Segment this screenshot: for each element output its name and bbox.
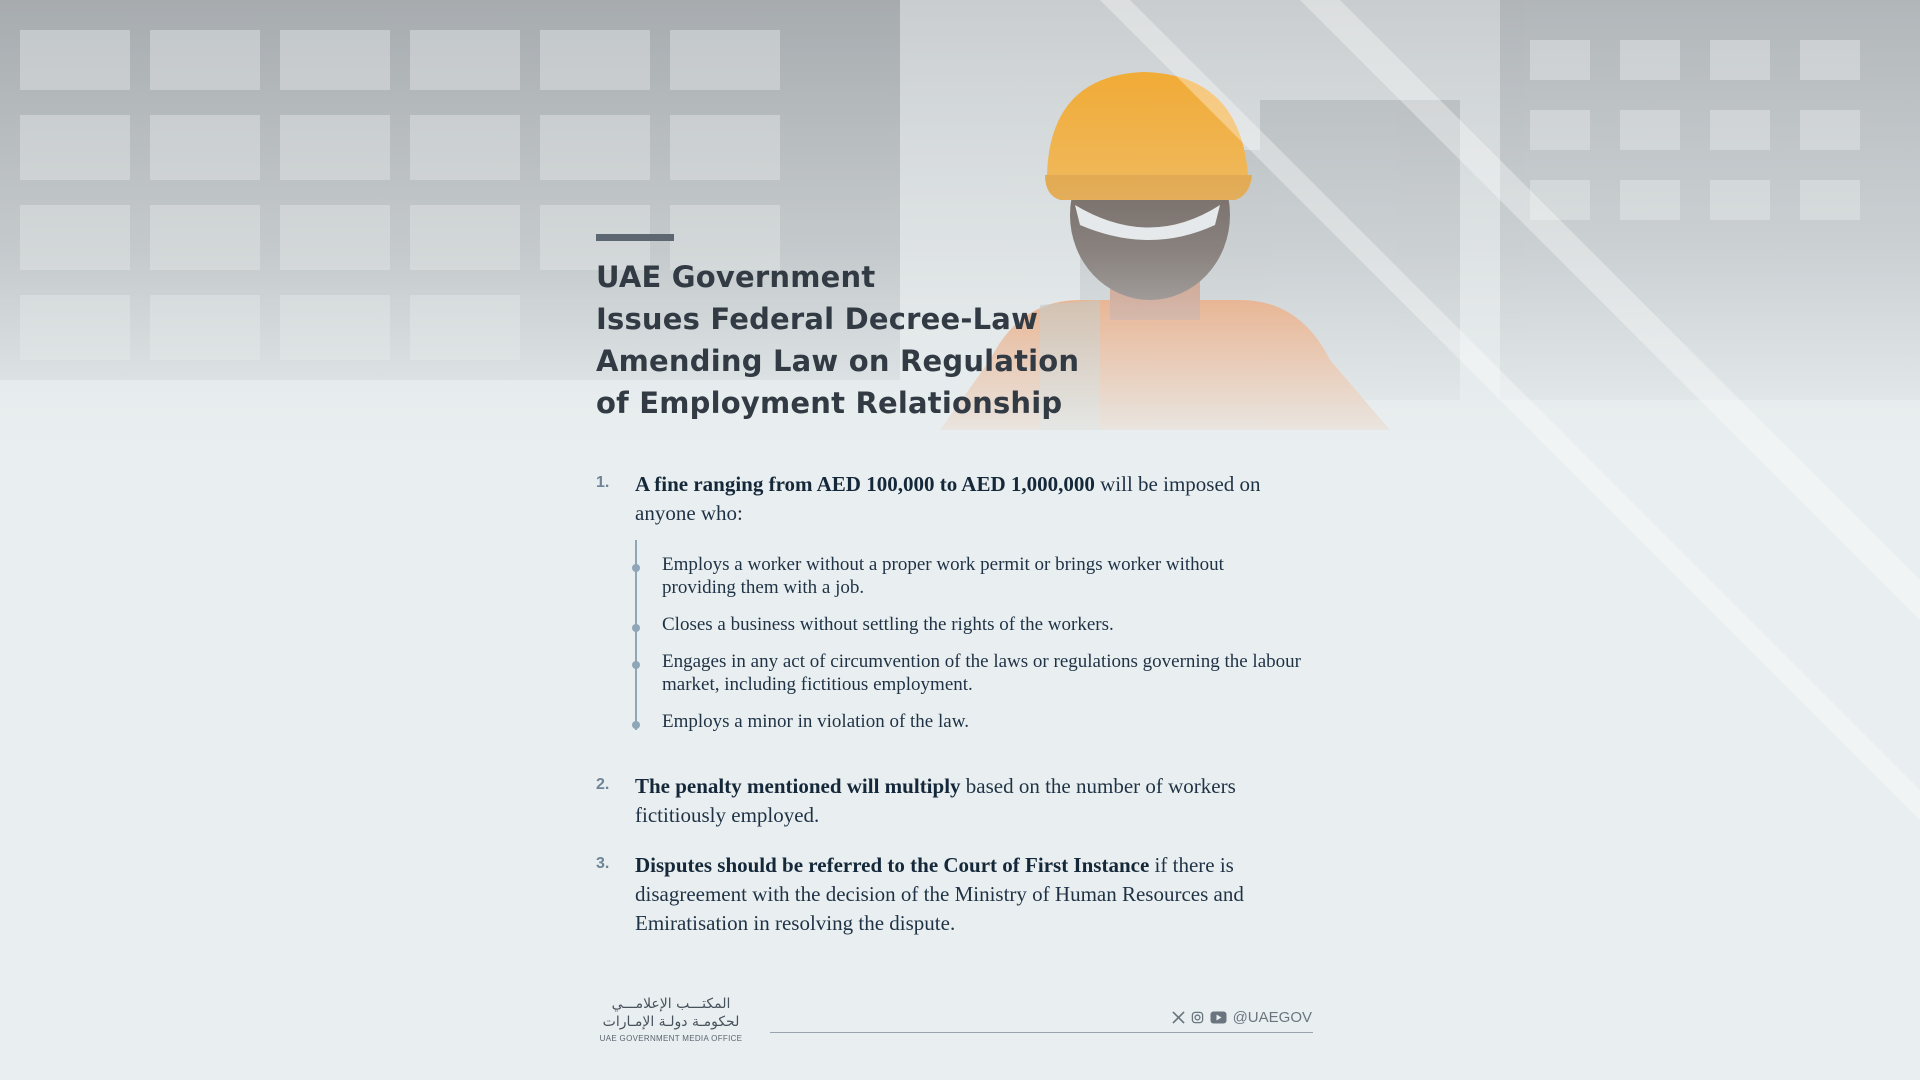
item-text	[635, 470, 1295, 528]
title-line: UAE Government	[596, 260, 876, 294]
sub-item-text: Closes a business without settling the rights of the workers.	[662, 614, 1114, 635]
instagram-icon[interactable]	[1191, 1011, 1204, 1024]
item-rest-text: based on the number of workers fictitiously employed.	[635, 774, 1236, 827]
title-line: Amending Law on Regulation	[596, 344, 1080, 378]
title-line: Issues Federal Decree-Law	[596, 302, 1039, 336]
item-number: 3.	[596, 855, 610, 872]
item-bold-text: Disputes should be referred to the Court of First Instance	[635, 853, 1150, 877]
sub-item-text: Employs a worker without a proper work permit or brings worker without providing them with a job.	[662, 554, 1224, 598]
sub-list-item	[635, 553, 1295, 599]
bullet-icon	[632, 624, 640, 632]
title-accent-bar	[596, 234, 674, 241]
logo-english-text: UAE GOVERNMENT MEDIA OFFICE	[599, 1034, 743, 1043]
bullet-icon	[632, 564, 640, 572]
footer-divider	[770, 1032, 1313, 1033]
page-title	[596, 256, 1156, 424]
logo-arabic-line: لحكومـة دولـة الإمـارات	[602, 1014, 740, 1030]
sub-list-item	[635, 613, 1295, 636]
list-item-2	[596, 772, 1316, 830]
item-rest-text: will be imposed on anyone who:	[635, 472, 1261, 525]
item-number: 1.	[596, 474, 610, 491]
sub-list-item	[635, 650, 1301, 696]
item-text	[635, 851, 1295, 938]
item-text	[635, 772, 1295, 830]
list-item-1	[596, 470, 1316, 528]
bullet-icon	[632, 721, 640, 729]
main-content	[596, 0, 1316, 1080]
sub-item-text: Employs a minor in violation of the law.	[662, 711, 969, 732]
sub-item-text: Engages in any act of circumvention of the laws or regulations governing the labour market, including fictitious employment.	[662, 651, 1301, 695]
list-item-3	[596, 851, 1316, 938]
youtube-icon[interactable]	[1210, 1011, 1227, 1024]
sub-list-item	[635, 710, 1295, 733]
item-rest-text: if there is disagreement with the decision of the Ministry of Human Resources and Emiratisation in resolving the dispute.	[635, 853, 1244, 935]
social-links	[1172, 1009, 1312, 1026]
logo-arabic-line: المكتـــب الإعلامـــي	[611, 996, 731, 1012]
title-line: of Employment Relationship	[596, 386, 1063, 420]
item-bold-text: A fine ranging from AED 100,000 to AED 1,000,000	[635, 472, 1095, 496]
social-handle[interactable]: @UAEGOV	[1232, 1009, 1312, 1026]
item-bold-text: The penalty mentioned will multiply	[635, 774, 961, 798]
bullet-icon	[632, 661, 640, 669]
item-number: 2.	[596, 776, 610, 793]
media-office-logo	[596, 995, 746, 1043]
x-icon[interactable]	[1172, 1011, 1185, 1024]
